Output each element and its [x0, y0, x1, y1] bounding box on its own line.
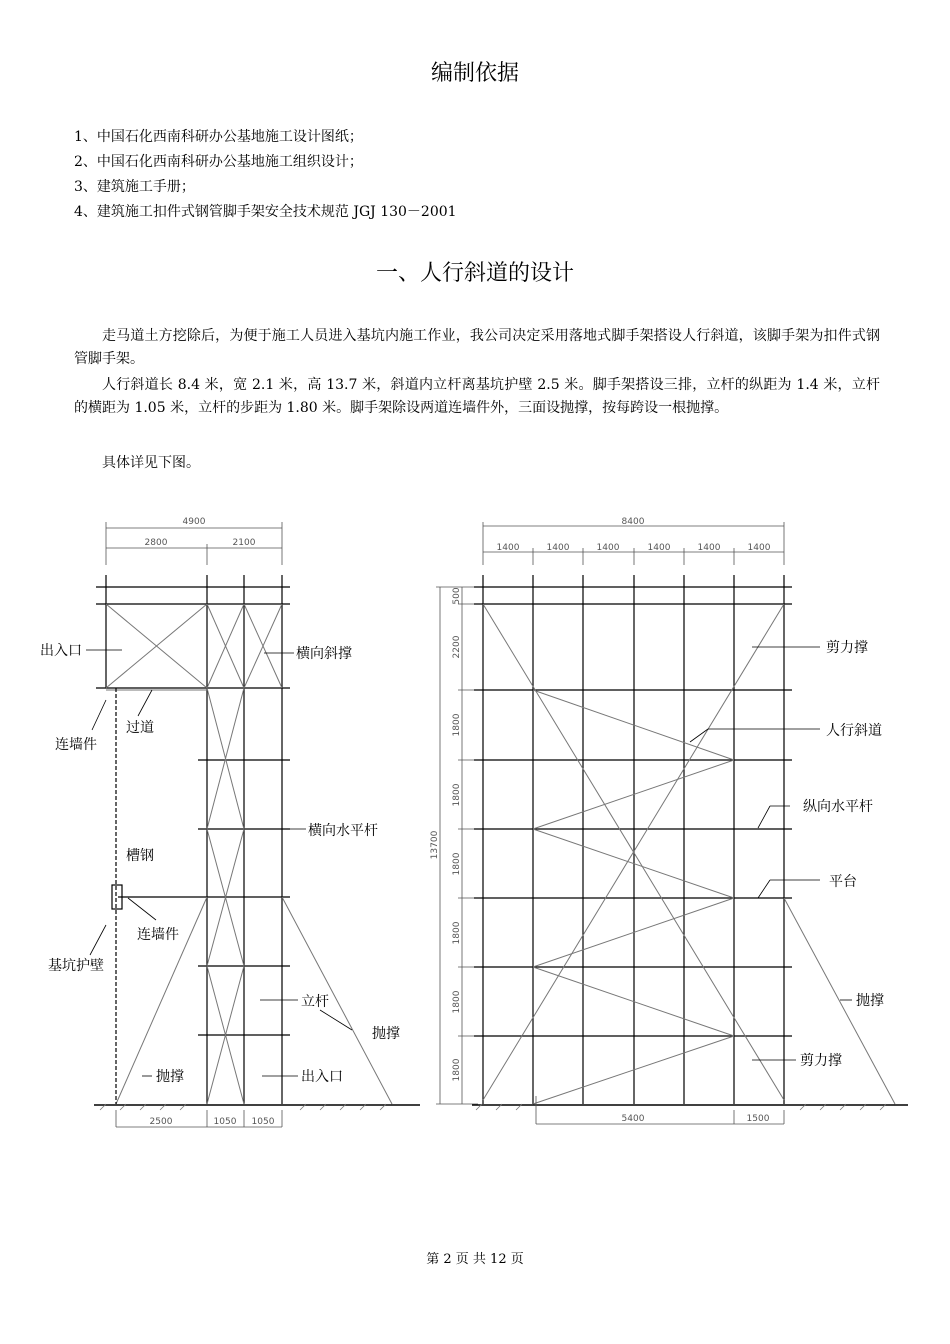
paragraph-2: 人行斜道长 8.4 米，宽 2.1 米，高 13.7 米，斜道内立杆离基坑护壁 2.5 米。脚手架搭设三排，立杆的纵距为 1.4 米，立杆的横距为 1.05 米，立杆的步距为 1.80 米。脚手架除设两道连墙件外，三面设抛撑，按每跨设一根抛撑。: [74, 377, 880, 416]
right-dim-top-4: 1400: [647, 543, 671, 553]
right-dim-side-2: 2200: [452, 635, 462, 659]
right-dim-bottom-1: 5400: [621, 1114, 645, 1124]
right-dim-bottom-2: 1500: [746, 1114, 770, 1124]
label-entrance-top: 出入口: [40, 643, 82, 659]
label-channel-steel: 槽钢: [126, 848, 154, 864]
right-dim-side-4: 1800: [452, 783, 462, 807]
label-pit-wall: 基坑护壁: [48, 958, 104, 974]
label-transverse-bar: 横向水平杆: [308, 823, 378, 839]
left-dim-top-2: 2100: [232, 538, 256, 548]
right-dim-side-8: 1800: [452, 1058, 462, 1082]
right-dim-side-1: 500: [452, 587, 462, 605]
label-throw-brace-left: 抛撑: [156, 1069, 184, 1085]
label-throw-brace-right: 抛撑: [372, 1026, 400, 1042]
right-dim-top-3: 1400: [596, 543, 620, 553]
label-upright: 立杆: [301, 994, 329, 1010]
right-dim-total-width: 8400: [621, 517, 645, 527]
label-entrance-bottom: 出入口: [301, 1069, 343, 1085]
right-elevation-drawing: [436, 522, 908, 1124]
right-dim-top-1: 1400: [496, 543, 520, 553]
right-dim-top-5: 1400: [697, 543, 721, 553]
left-dim-top-1: 2800: [144, 538, 168, 548]
label-platform: 平台: [829, 874, 857, 890]
label-longitudinal-bar: 纵向水平杆: [803, 799, 873, 815]
basis-item-4: 4、建筑施工扣件式钢管脚手架安全技术规范 JGJ 130－2001: [74, 204, 457, 220]
right-dim-top-6: 1400: [747, 543, 771, 553]
right-dim-side-5: 1800: [452, 852, 462, 876]
basis-item-2: 2、中国石化西南科研办公基地施工组织设计；: [74, 154, 363, 170]
label-transverse-brace: 横向斜撑: [296, 646, 352, 662]
right-dim-side-6: 1800: [452, 921, 462, 945]
right-dim-top-2: 1400: [546, 543, 570, 553]
right-dim-side-3: 1800: [452, 713, 462, 737]
page-footer: 第 2 页 共 12 页: [426, 1252, 524, 1267]
basis-item-3: 3、建筑施工手册；: [74, 179, 195, 195]
paragraph-3: 具体详见下图。: [102, 455, 200, 471]
label-throw-brace: 抛撑: [856, 993, 884, 1009]
right-dim-total-height: 13700: [430, 830, 440, 860]
label-wall-tie-top: 连墙件: [55, 737, 97, 753]
left-dim-bottom-2: 1050: [213, 1117, 237, 1127]
paragraph-1: 走马道土方挖除后，为便于施工人员进入基坑内施工作业，我公司决定采用落地式脚手架搭设人行斜道，该脚手架为扣件式钢管脚手架。: [74, 328, 880, 367]
label-shear-brace-bottom: 剪力撑: [800, 1053, 842, 1069]
left-dim-total: 4900: [182, 517, 206, 527]
section-title: 一、人行斜道的设计: [375, 261, 574, 286]
label-passage: 过道: [126, 720, 154, 736]
left-dim-bottom-1: 2500: [149, 1117, 173, 1127]
left-dim-bottom-3: 1050: [251, 1117, 275, 1127]
label-shear-brace-top: 剪力撑: [826, 640, 868, 656]
label-ramp: 人行斜道: [826, 723, 882, 739]
basis-item-1: 1、中国石化西南科研办公基地施工设计图纸；: [74, 129, 363, 145]
label-wall-tie: 连墙件: [137, 927, 179, 943]
right-dim-side-7: 1800: [452, 990, 462, 1014]
basis-title: 编制依据: [430, 61, 519, 86]
